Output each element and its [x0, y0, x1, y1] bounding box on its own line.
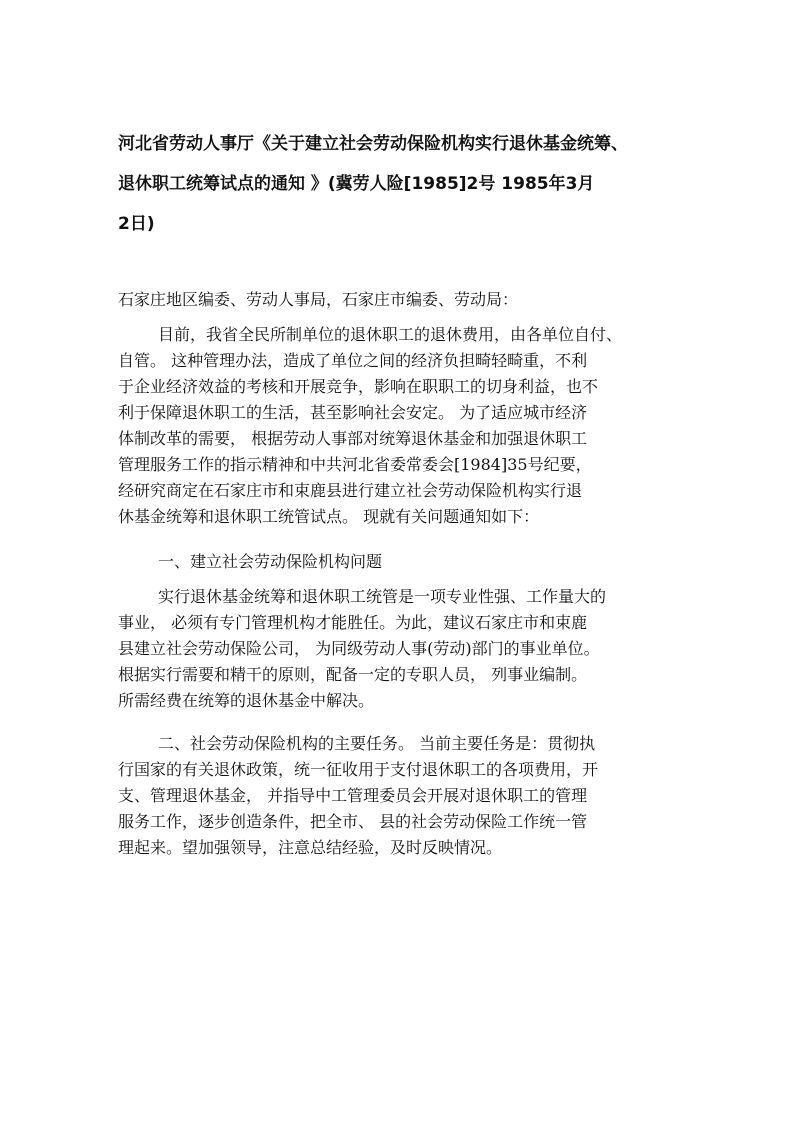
- paragraph-line: 于企业经济效益的考核和开展竞争，影响在职职工的切身利益，也不: [118, 377, 599, 396]
- paragraph-line: 体制改革的需要， 根据劳动人事部对统筹退休基金和加强退休职工: [118, 429, 588, 448]
- paragraph-line: 经研究商定在石家庄市和束鹿县进行建立社会劳动保险机构实行退: [118, 481, 583, 500]
- paragraph-line: 事业， 必须有专门管理机构才能胜任。为此，建议石家庄市和束鹿: [118, 613, 588, 632]
- salutation: 石家庄地区编委、劳动人事局，石家庄市编委、劳动局：: [118, 290, 519, 309]
- paragraph-line: 自管。 这种管理办法，造成了单位之间的经济负担畸轻畸重，不利: [118, 351, 588, 370]
- paragraph-line: 二、社会劳动保险机构的主要任务。 当前主要任务是：贯彻执: [158, 734, 596, 753]
- paragraph-line: 所需经费在统筹的退休基金中解决。: [118, 691, 375, 710]
- title-line: 2日): [118, 214, 155, 234]
- section-heading: 一、建立社会劳动保险机构问题: [158, 552, 383, 571]
- paragraph-line: 管理服务工作的指示精神和中共河北省委常委会[1984]35号纪要，: [118, 455, 592, 474]
- paragraph-line: 县建立社会劳动保险公司， 为同级劳动人事(劳动)部门的事业单位。: [118, 639, 600, 658]
- document-title: [118, 124, 678, 244]
- title-line: 河北省劳动人事厅《关于建立社会劳动保险机构实行退休基金统筹、: [118, 134, 628, 154]
- paragraph-line: 利于保障退休职工的生活，甚至影响社会安定。 为了适应城市经济: [118, 403, 588, 422]
- paragraph-line: 支、管理退休基金， 并指导中工管理委员会开展对退休职工的管理: [118, 786, 588, 805]
- paragraph-line: 根据实行需要和精干的原则，配备一定的专职人员， 列事业编制。: [118, 665, 588, 684]
- paragraph-line: 休基金统筹和退休职工统管试点。 现就有关问题通知如下：: [118, 507, 540, 526]
- paragraph-line: 理起来。望加强领导，注意总结经验，及时反映情况。: [118, 838, 503, 857]
- paragraph-line: 行国家的有关退休政策，统一征收用于支付退休职工的各项费用，开: [118, 760, 599, 779]
- paragraph-intro: [118, 322, 676, 530]
- paragraph-section-2: [118, 731, 676, 861]
- title-line: 退休职工统筹试点的通知 》(冀劳人险[1985]2号 1985年3月: [118, 174, 595, 194]
- paragraph-line: 目前，我省全民所制单位的退休职工的退休费用，由各单位自付、: [158, 325, 623, 344]
- paragraph-line: 实行退休基金统筹和退休职工统管是一项专业性强、工作量大的: [158, 587, 607, 606]
- paragraph-line: 服务工作，逐步创造条件，把全市、 县的社会劳动保险工作统一管: [118, 812, 588, 831]
- paragraph-section-1: [118, 584, 676, 714]
